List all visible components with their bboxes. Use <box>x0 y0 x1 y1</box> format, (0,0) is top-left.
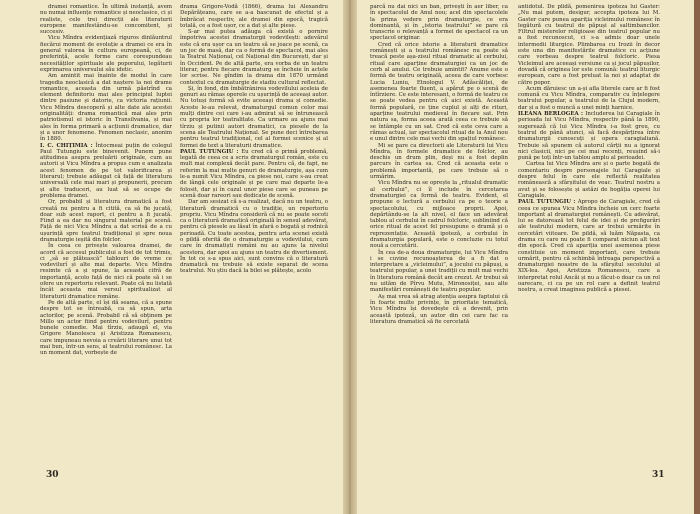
speaker-name: ILEANA BERLOGEA : <box>518 111 584 118</box>
speaker-name: PAUL TUTUNGIU : <box>518 199 576 206</box>
book-cover-edge <box>694 0 700 514</box>
paragraph: antidotul. De plidă, pomenirea ipoteza lui Gaster: „Nu mai putem, desigur, accepta ipoteza lui M. Gaster care punea apariția vicleimului românesc în legătură cu teatrul de păpuși al saltimbancilor. Filtrul misterelor religioase din teatrul popular nu a fost recunoscut, ci s-a admis doar unele intermedii liturgice. Plimbarea cu Irozii în decor este una din manifestările dramatice cu acțiune care vorbeau despre teatrul folcloric. Piesa Vicleimul are aceeași versiune ca și jocul păpușilor, dovadă că originea lor este comună: teatrul liturgic european, care a fost preluat la noi și adaptat de către popor. <box>518 4 660 86</box>
paragraph: Cred că orice istorie a literaturii dramatice românești și a teatrului românesc nu poate să treacă peste așa-zisul ritual dramatic al cerbului, ritual care aparține dramaturgiei ca un joc de cerb al anului. Ce trebuie amintit? Anume este o formă de teatru originală, aceea de care vorbesc Lucia Luniu, Etnologul V. Adăscăliței, de asemenea foarte fluent, a apărut pe o scenă de întîrziere. Ce este interesant, o formă de teatru ce se poate vedea pentru că aici există. Această formă populară, ce ține cuplul și alți de rituri, aparține teatrului medieval în fiecare sat. Prin natura sa, forma aceea arată ceea ce trebuie să se întâmple cu un sat. Cred că este ceva care a rămas actual, iar spectacolul ritual de la Anul nou e unul dintre cele mai vechi din spațiul românesc. <box>370 41 508 143</box>
paragraph: S-ar mai putea adăuga că există o pornire împotriva acestei dramaturgii vodevilești: adevărul este că era ușor ca un teatru să se joace pe scenă, ca un joc de masă, dar ca o formă de spectacol, mai ales la Teatrul Național, cel Național din București, dar și în Occident. Pe de altă parte, era vorba de un teatru literar, pentru fiecare dramaturg se încheie în actele lor scrise. Ne gîndim la drama din 1870 urmând contextul cu dramaturgie de stadiu cultural reflectat. <box>180 29 328 86</box>
page-number: 30 <box>46 470 59 480</box>
paragraph: Mi se pare ca directorii ale Literaturii lui Vicu Mîndra, în formele dramatice de folclor, au deschis un drum plin, deși nu a fost deplin parcurs în cartea sa. Cred că aceasta este o problemă importantă, pe care trebuie să o urmărim. <box>370 142 508 181</box>
paragraph: Acum dăruiesc un a-și afla literele care ar fi fost comună cu Vicu Mîndra, comparativ cu înțelegere teatrului popular, a teatrului de la Clujul modern, dar și a fost o muncă a unei minți harnice. <box>518 85 660 111</box>
paragraph: dramei romantice. În ultimă instanță, avem nu numai influențe romantice și neoclasice, ci și realiste, cele trei direcții ale literaturii europene manifestându-se concomitent, și succesiv. <box>40 4 172 36</box>
page-number: 31 <box>652 470 665 480</box>
speaker-paragraph <box>518 199 660 293</box>
paragraph: Aș mai vrea să atrag atenția asupra faptului că în foarte multe privințe, în prioritate tematică, Vicu Mîndra își dovedește că a devenit, prin această ipoteză, un autor din cei care fac ca literatura dramatică să fie cercetată <box>370 293 508 325</box>
speaker-name: PAUL TUTUNGIU : <box>180 148 239 155</box>
paragraph-text: Apropo de Caragiale, cred că ceea ce spunea Vicu Mîndra încheie un cerc foarte important al dramaturgiei românești. Cu adevărat, lui se datorează tot felul de idei și de prefigurări ale teatrului modern, care ar trebui urmărite în cercetări viitoare. De pildă, să luăm Năpasta, ca drama cu care nu poate fi comparat niciun alt text din epocă. Cred că apariția unei asemenea piese constituie un moment important, care trebuie urmărit, pentru că schimbă întreaga perspectivă a dramaturgiei noastre de la sfârșitul secolului al XIX-lea. Apoi, Aristizza Romanescu, care a interpretat rolul Ancăi și nu a făcut-o doar ca un rol oarecare, ci ca pe un rol care a definit teatrul nostru, a creat imaginea publică a piesei. <box>518 199 660 294</box>
paragraph: În ceea ce privește valoarea dramei, de acord că accesul publicului a fost de tot trimis, ci „să se plătească” tablouri de vreme ce vodevilurî și alte mai departe. Vicu Mîndra resimte că a și spune, la această cifră de importanță, acolo față de nici că poate să i se ofere un repertoriu relevant. Poate că nu listată încât aceasta mai versul spiritualizat al literaturii dramatice române. <box>40 243 172 300</box>
column-3 <box>370 4 508 325</box>
paragraph: Vicu Mîndra evidențiază riguros dinlăuntrul fiecărui moment de evoluție a dramei ce era în general valorea în cultura europeană, ci, de preferință, acele forme care corespundeau necesităților spirituale ale poporului, legăturii exprimarea universului său idetic. <box>40 35 172 73</box>
speaker-name: I. C. CHIȚIMIA : <box>40 142 93 149</box>
speaker-paragraph <box>518 111 660 161</box>
column-1 <box>40 4 172 357</box>
paragraph: parcă nu dai nici un ban, privești în aer liber, ca în spectacolul de Anul nou; acel din spectacolele la prima vedere prin dramaturgie, ce era dominantă, și în „istoria teatrului” se pare că transcrie o relevanță a formei de spectacol ca un spectacol originar. <box>370 4 508 42</box>
paragraph: Vicu Mîndra nu se oprește la „ritualul dramatic al cerbului”, ci îl include în cercetarea dramaturgiei ca formă de teatru. Evident, el propune o lectură a cerbului ca pe o teorie a spectacolului, cu mijloace proprii. Apoi, depărtându-se la alt nivel, el face un adevărat tablou al cerbului în cadrul folcloric, subliniind că orice ritual de acest fel presupune o dramă și o reprezentație. Această ipoteză, a cerbului în dramaturgia populară, este o concluzie cu totul nouă a cercetării. <box>370 180 508 250</box>
paragraph: Cartea lui Vicu Mîndra are și o parte bogată de comentariu despre personajele lui Caragiale și despre felul în care ele reflectă realitatea românească a sfârșitului de veac. Teatrul nostru a avut și se folosește și astăzi de bogăția operei lui Caragiale. <box>518 161 660 199</box>
paragraph: Și, în fond, din îmbătrânirea vodevilului aceleia de genuri au rămas operele cu ușurință de aceeași autor. Nu totuși formă să evite aceeași drama și comedie. Aceste le-au relevat, dramaturgul comun celor mai mulți dintre cei care i-au admirat să se întrunească cu propria lor teatralitate. Ca urmare au ajuns mai tîrziu și putinii autori dramatici, ca piesele de la scena ale Teatrului Național. Se pune deci întrebarea pentru teatrul tradițional, cel al formei scenice și al formei de text a literaturii dramatice. <box>180 85 328 149</box>
paragraph: drama Grigore-Vodă (1866), drama lui Alexandru Depărățeanu, care se a-a bascunat de efectul și a îmbrăcat respectiv, ale dramei din epocă, tragică totală, ce a fost ușor, ce a dat și alte piese. <box>180 4 328 29</box>
paragraph-text: Eu cred că o primă problemă, legată de ceea ce a scris dramaturgul român, este cu mult mai complexă decât pare. Pentru că, de fapt, ne referim la mai multe genuri de dramaturgie, așa cum le-a numit Vicu Mîndra, ca piese noi, care s-au creat de lângă cele originale și pe care mai departe le-a folosit, dar și în cazul unor piese care se puneau pe scenă doar rareori sau dedicate de scenă. <box>180 148 328 199</box>
column-2 <box>180 4 328 275</box>
column-4 <box>518 4 660 294</box>
book-gutter <box>343 0 357 514</box>
paragraph: Dar am sesizat că s-a realizat, dacă nu un teatru, o literatură dramatică cu o tradiție, un repertoriu propriu. Vicu Mîndra consideră că nu se poate socoti ca o literatură dramatică originală în sensul adevărat, pentru că piesele au lăsat în afară o bogată și rodnică perioadă. Cu toate acestea, pentru arta scenei există o pildă oferită de o dramaturgie a vodevilului, cum care în dramatiști români nu au ajuns la nivelul acestora, dar apoi au ajuns un teatru de divertisment. În tot ce s-a spus aici, sunt convins că o literatură dramatică nu trebuie să existe separat de scena teatrului. Nu știu dacă la bilei se plătește, acolo <box>180 199 328 275</box>
speaker-paragraph <box>180 149 328 199</box>
paragraph: Or, probabil și literatura dramatică a fost creată nu pentru a fi citită, ca să fie jucată, doar sub acest raport, ci pentru a fi jucată. Fiind a ea dar nu singurul material pe scenă. Față de nici Vicu Mîndra a dat scrisă de a cu ușurință spre teatrul tradițional și spre noua dramaturgie ieșită din folclor. <box>40 199 172 243</box>
speaker-paragraph <box>40 143 172 200</box>
paragraph-text: Includerea lui Caragiale în perioada lui Vicu Mîndra, respectiv până la 1890, sugerează că lui Vicu Mîndra i-a fost greu, cu teatrul de până atunci, să facă despărțirea între dramaturgii cunoscuți și opera caragialiană. Trebuie să spunem că autorul cărții nu a ignorat nici clasicii, nici pe cei mai recenți, reușind să-i pună pe toți într-un tablou amplu al perioadei. <box>518 111 661 162</box>
paragraph: Am amintit mai înainte de modul în care tragedia neoclasică a dat naștere la noi drame romantice, aceasta din urmă păstrînd ca element definitoriu mai ales principiul luptei dintre pasiune și datorie, ca victoria rațiunii. Vicu Mîndra descoperă și alte date ale acestei originalități: drama romantică mai ales prin patriotismul ei istoric în Transilvania, și mai ales în forma primară a acțiunii dramatice, dar și a unor fenomene. Fenomen neclasic, anonim în 1880. <box>40 73 172 143</box>
paragraph-text: Întocmeai puțin de colegul Paul Tutungiu este binevenit. Punem pune atitudinea asupra preluării originale, cum au autorii și Vicu Mîndra a propus cum e analizata acest fenomen de pe tot valorificarea și literarul; trebuie adăugat că față de literatura universală cele mai mari și propunerii, precum și alte traduceri, au luat să se ocupe de problema dramei. <box>40 142 172 199</box>
paragraph: Pe de altă parte, el își dă seama, că a spune despre tot se întreabă, ca să spun, arta actorilor, pe scenă. Probabil că să obținem pe Millo un actor fiind pentru vodevilurî, pentru bunele comedie. Mai tîrziu, adaugă el, via Grigore Manolescu și Aristizza Romanescu, care impuneau nevoia a creării literare unui tot mai bun, într-un sens, al teatrului românesc. La un moment dat, vorbește de <box>40 299 172 357</box>
paragraph: În cea de-a doua dramaturgie, lui Vicu Mîndra i se cuvine recunoașterea de a fi dat o interpretare a „vicleimului”, a jocului cu păpuși, a teatrului popular, a unei tradiții cu mult mai vechi în literatura română decât am crezut. Ar trebui să nu uităm de Pîrvu Mutu, Mironosiței, sau alte manifestări românești de teatru popular. <box>370 249 508 294</box>
